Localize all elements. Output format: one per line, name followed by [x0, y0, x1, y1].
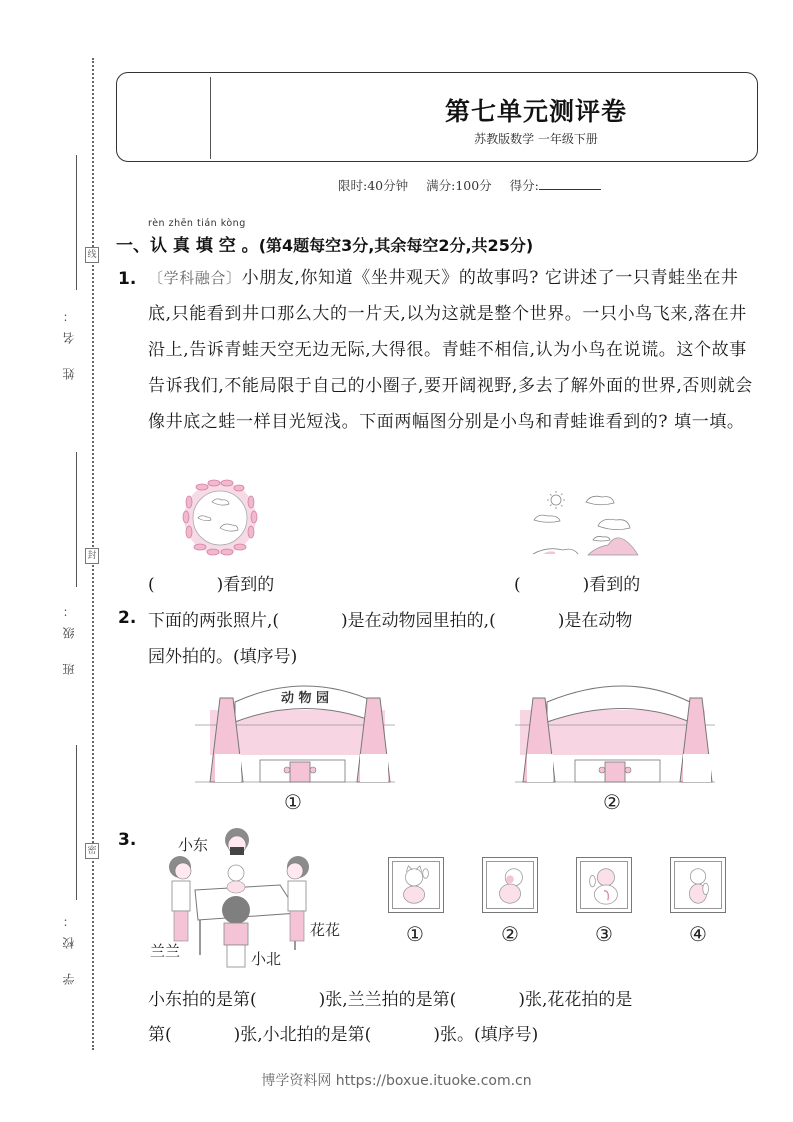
question-1-number: 1.	[118, 269, 137, 289]
school-underline[interactable]	[76, 745, 77, 900]
cat-photo-4	[670, 857, 726, 913]
cat-photo-3	[576, 857, 632, 913]
section-scoring: (第4题每空3分,其余每空2分,共25分)	[258, 236, 534, 255]
zoo-gate-inside-image	[195, 680, 395, 785]
name-underline[interactable]	[76, 155, 77, 290]
page-title: 第七单元测评卷	[444, 97, 627, 126]
score-field[interactable]	[539, 178, 601, 190]
kid-label-xiaobei: 小北	[251, 950, 282, 968]
zoo-gate-outside-image	[515, 680, 715, 785]
cat-photo-label-2: ②	[501, 922, 519, 946]
question-1-body: 小朋友,你知道《坐井观天》的故事吗? 它讲述了一只青蛙坐在井底,只能看到井口那么大的一片天,以为这就是整个世界。一只小鸟飞来,落在井沿上,告诉青蛙天空无边无际,大得很。青蛙不相信,认为小鸟在说谎。这个故事告诉我们,不能局限于自己的小圈子,要开阔视野,多去了解外面的世界,否则就会像井底之蛙一样目光短浅。下面两幅图分别是小鸟和青蛙谁看到的? 填一填。	[148, 268, 753, 432]
score-label: 得分:	[509, 178, 539, 193]
open-sky-image	[528, 488, 643, 558]
section-heading: 认 真 填 空 。	[150, 236, 259, 256]
photo-label-2: ②	[603, 790, 621, 814]
cat-front-icon	[392, 861, 440, 909]
school-label: 学 校：	[62, 905, 76, 985]
well-view-image	[180, 478, 260, 558]
question-1-text	[148, 260, 760, 440]
cat-photo-label-4: ④	[689, 922, 707, 946]
question-2-number: 2.	[118, 608, 137, 628]
question-3-number: 3.	[118, 830, 137, 850]
cat-side-left-icon	[674, 861, 722, 909]
class-underline[interactable]	[76, 452, 77, 587]
class-label: 班 级：	[62, 595, 76, 675]
binding-mark-mi: 密	[85, 843, 99, 859]
section-pinyin: rèn zhēn tián kòng	[148, 218, 246, 229]
full-score: 满分:100分	[426, 178, 492, 193]
page-subtitle: 苏教版数学 一年级下册	[474, 132, 598, 146]
cat-side-right-icon	[486, 861, 534, 909]
cat-photo-1	[388, 857, 444, 913]
cat-photo-2	[482, 857, 538, 913]
binding-mark-xian: 线	[85, 247, 99, 263]
question-2-line-2: 园外拍的。(填序号)	[148, 647, 298, 667]
question-3-line-1: 小东拍的是第( )张,兰兰拍的是第( )张,花花拍的是	[148, 990, 633, 1010]
name-label: 姓 名：	[62, 300, 76, 380]
svg-text:动 物 园: 动 物 园	[280, 691, 330, 706]
kid-label-lanlan: 兰兰	[150, 942, 181, 960]
time-limit: 限时:40分钟	[338, 178, 409, 193]
photo-label-1: ①	[284, 790, 302, 814]
cat-back-icon	[580, 861, 628, 909]
well-view-caption: ( )看到的	[148, 575, 275, 595]
footer-watermark: 博学资料网 https://boxue.ituoke.com.cn	[261, 1073, 532, 1089]
section-number: 一、	[116, 236, 150, 256]
question-3-line-2: 第( )张,小北拍的是第( )张。(填序号)	[148, 1025, 539, 1045]
binding-mark-feng: 封	[85, 548, 99, 564]
kid-label-xiaodong: 小东	[178, 836, 209, 854]
subject-tag: 〔学科融合〕	[148, 269, 242, 287]
open-sky-caption: ( )看到的	[514, 575, 641, 595]
question-2-line-1: 下面的两张照片,( )是在动物园里拍的,( )是在动物	[148, 611, 633, 631]
cat-photo-label-3: ③	[595, 922, 613, 946]
exam-meta	[338, 176, 615, 194]
header-divider	[210, 77, 211, 159]
section-title	[116, 231, 533, 256]
kid-label-huahua: 花花	[310, 921, 341, 939]
cat-photo-label-1: ①	[406, 922, 424, 946]
